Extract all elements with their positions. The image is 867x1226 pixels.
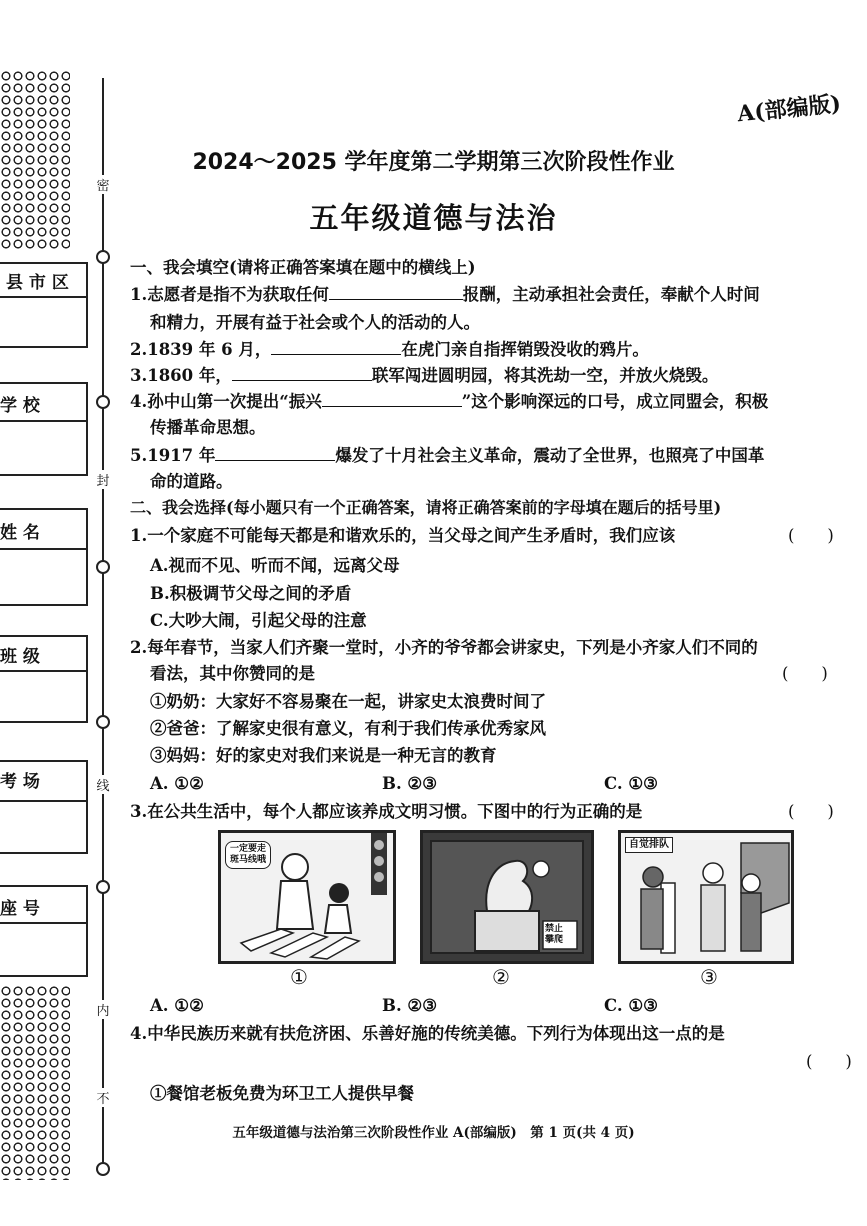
illustration-statue [420,830,594,964]
exam-title: 2024～2025 学年度第二学期第三次阶段性作业 [192,150,675,175]
answer-blank[interactable] [215,446,335,461]
seal-char: 封 [93,470,113,489]
picture-caption: ② [492,965,510,989]
answer-paren[interactable]: ( ) [806,1052,852,1071]
subject-title: 五年级道德与法治 [309,201,558,235]
section-heading: 二、我会选择(每小题只有一个正确答案，请将正确答案前的字母填在题后的括号里) [130,498,722,517]
field-divider [0,670,86,672]
speech-bubble: 一定要走 斑马线哦 [225,841,271,869]
edition-tag: A(部编版) [736,90,843,128]
binding-circle [96,395,110,409]
question-line: 和精力，开展有益于社会或个人的活动的人。 [150,313,480,332]
binding-circle [96,250,110,264]
answer-paren[interactable]: ( ) [788,802,834,821]
option-text: C. ①③ [604,774,658,793]
question-stem: 看法，其中你赞同的是 [150,664,315,683]
option-text: C. ①③ [604,996,658,1015]
queue-sign: 自觉排队 [625,837,673,853]
option-text: A. ①② [150,774,204,793]
option-text: B.积极调节父母之间的矛盾 [150,584,352,603]
question-line: 命的道路。 [150,472,233,491]
question-line: 1.志愿者是指不为获取任何 报酬，主动承担社会责任，奉献个人时间 [130,285,760,304]
seal-char: 线 [93,775,113,794]
question-stem: 3.在公共生活中，每个人都应该养成文明习惯。下图中的行为正确的是 [130,802,643,821]
seal-char: 密 [93,175,113,194]
option-text: B. ②③ [382,996,438,1015]
answer-blank[interactable] [322,392,462,407]
page-footer: 五年级道德与法治第三次阶段性作业 A(部编版) 第 1 页(共 4 页) [232,1125,635,1141]
field-divider [0,296,86,298]
binding-circle [96,715,110,729]
answer-paren[interactable]: ( ) [782,664,828,683]
binding-circle [96,880,110,894]
binding-dot-pattern-bottom [0,985,70,1180]
statement-text: ①餐馆老板免费为环卫工人提供早餐 [150,1084,414,1103]
seal-char: 不 [93,1088,113,1107]
picture-caption: ① [290,965,308,989]
binding-circle [96,1162,110,1176]
statement-text: ②爸爸：了解家史很有意义，有利于我们传承优秀家风 [150,719,546,738]
answer-blank[interactable] [232,366,372,381]
statement-text: ③妈妈：好的家史对我们来说是一种无言的教育 [150,746,497,765]
illustration-queue [618,830,794,964]
picture-caption: ③ [700,965,718,989]
question-stem: 4.中华民族历来就有扶危济困、乐善好施的传统美德。下列行为体现出这一点的是 [130,1024,725,1043]
answer-paren[interactable]: ( ) [788,526,834,545]
question-line: 3.1860 年， 联军闯进圆明园，将其洗劫一空，并放火烧毁。 [130,366,719,385]
statement-text: ①奶奶：大家好不容易聚在一起，讲家史太浪费时间了 [150,692,546,711]
answer-blank[interactable] [329,285,463,300]
option-text: B. ②③ [382,774,438,793]
warning-sign: 禁止 攀爬 [545,924,564,945]
seal-char: 内 [93,1000,113,1019]
option-text: C.大吵大闹，引起父母的注意 [150,611,367,630]
question-stem: 2.每年春节，当家人们齐聚一堂时，小齐的爷爷都会讲家史，下列是小齐家人们不同的 [130,638,758,657]
question-stem: 1.一个家庭不可能每天都是和谐欢乐的，当父母之间产生矛盾时，我们应该 [130,526,676,545]
question-line: 2.1839 年 6 月， 在虎门亲自指挥销毁没收的鸦片。 [130,340,649,359]
answer-blank[interactable] [271,340,401,355]
field-divider [0,922,86,924]
field-divider [0,548,86,550]
field-divider [0,420,86,422]
option-text: A. ①② [150,996,204,1015]
question-line: 5.1917 年 爆发了十月社会主义革命，震动了全世界，也照亮了中国革 [130,446,765,465]
illustration-crosswalk [218,830,396,964]
statue-drawing [423,833,591,961]
section-heading: 一、我会填空(请将正确答案填在题中的横线上) [130,258,476,277]
field-divider [0,800,86,802]
binding-circle [96,560,110,574]
question-line: 传播革命思想。 [150,418,266,437]
option-text: A.视而不见、听而不闻，远离父母 [150,556,400,575]
question-line: 4.孙中山第一次提出“振兴 ”这个影响深远的口号，成立同盟会，积极 [130,392,769,411]
